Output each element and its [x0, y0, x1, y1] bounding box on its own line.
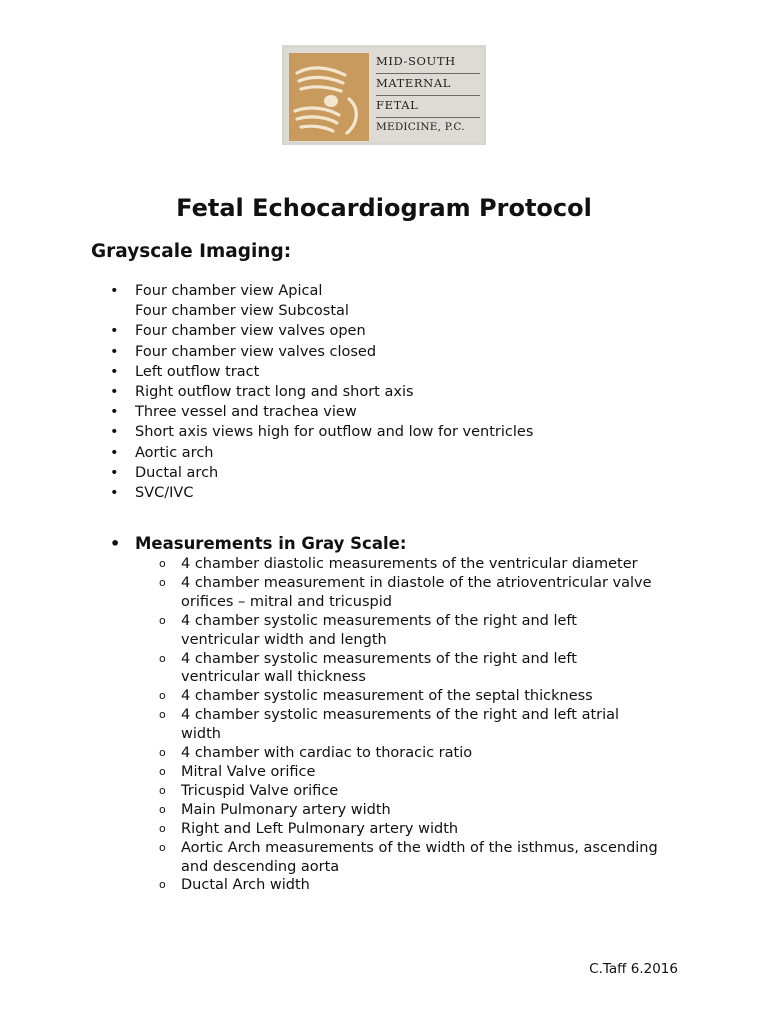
bullet-icon: o: [159, 802, 166, 816]
list-item: [110, 342, 533, 362]
list-item-text: Four chamber view valves open: [135, 323, 366, 340]
list-item-text: Aortic arch: [135, 444, 214, 461]
list-item: [159, 820, 689, 839]
list-item: [110, 463, 533, 483]
list-item-text: 4 chamber with cardiac to thoracic ratio: [181, 745, 473, 762]
bullet-icon: o: [159, 783, 166, 797]
list-item: [159, 612, 689, 650]
list-item: [110, 321, 533, 341]
bullet-icon: •: [110, 323, 119, 340]
list-item-text: Right outflow tract long and short axis: [135, 384, 414, 401]
list-item-text: ventricular width and length: [181, 631, 387, 648]
list-item: [159, 706, 689, 744]
logo-wordmark: [376, 52, 480, 140]
list-item: [159, 650, 689, 688]
bullet-icon: o: [159, 708, 166, 722]
bullet-icon: o: [159, 764, 166, 778]
bullet-icon: o: [159, 878, 166, 892]
list-item: [159, 782, 689, 801]
list-item: [159, 555, 689, 574]
bullet-icon: o: [159, 651, 166, 665]
list-item-text: Main Pulmonary artery width: [181, 801, 391, 818]
list-item: [110, 362, 533, 382]
list-item-text: Short axis views high for outflow and low for ventricles: [135, 424, 534, 441]
list-item-text: Three vessel and trachea view: [135, 404, 357, 421]
list-item-text: Four chamber view Subcostal: [135, 303, 349, 320]
bullet-icon: •: [110, 424, 119, 441]
list-item-text: Tricuspid Valve orifice: [181, 782, 339, 799]
bullet-icon: o: [159, 746, 166, 760]
hands-emblem-icon: [289, 53, 369, 141]
list-item-text: 4 chamber systolic measurement of the septal thickness: [181, 688, 593, 705]
list-item-text: 4 chamber systolic measurements of the right and left: [181, 612, 577, 629]
list-item-text: width: [181, 726, 221, 743]
list-item-text: Ductal Arch width: [181, 877, 310, 894]
bullet-icon: o: [159, 821, 166, 835]
logo-line: MID-SOUTH: [376, 52, 480, 74]
list-item: [110, 281, 533, 321]
list-item-text: SVC/IVC: [135, 485, 194, 502]
bullet-icon: o: [159, 689, 166, 703]
bullet-icon: o: [159, 575, 166, 589]
list-item: [110, 443, 533, 463]
bullet-icon: o: [159, 840, 166, 854]
list-item: [159, 876, 689, 895]
list-item: [159, 839, 689, 877]
list-item: [159, 574, 689, 612]
list-item: [159, 744, 689, 763]
bullet-icon: •: [110, 485, 119, 502]
list-item-text: 4 chamber systolic measurements of the right and left atrial: [181, 707, 620, 724]
bullet-icon: •: [110, 534, 121, 553]
list-item-text: Ductal arch: [135, 464, 219, 481]
list-item: [159, 687, 689, 706]
logo-line: FETAL: [376, 96, 480, 118]
grayscale-imaging-list: [110, 281, 533, 503]
list-item-text: 4 chamber measurement in diastole of the atrioventricular valve: [181, 574, 652, 591]
bullet-icon: •: [110, 283, 119, 299]
list-item: [159, 801, 689, 820]
list-item-text: Four chamber view Apical: [135, 283, 323, 299]
bullet-icon: •: [110, 404, 119, 421]
list-item: [159, 763, 689, 782]
list-item: [110, 402, 533, 422]
list-item-text: orifices – mitral and tricuspid: [181, 593, 392, 610]
practice-logo: [282, 45, 486, 145]
list-item: [110, 382, 533, 402]
bullet-icon: o: [159, 557, 166, 570]
bullet-icon: •: [110, 363, 119, 380]
section-heading: Grayscale Imaging:: [91, 241, 292, 262]
list-item-text: ventricular wall thickness: [181, 669, 366, 686]
list-item-text: and descending aorta: [181, 858, 340, 875]
measurements-list: [159, 555, 689, 895]
logo-line: MEDICINE, P.C.: [376, 121, 465, 133]
list-item-text: Aortic Arch measurements of the width of the isthmus, ascending: [181, 839, 658, 856]
list-item-text: Mitral Valve orifice: [181, 763, 316, 780]
list-item-text: Four chamber view valves closed: [135, 343, 377, 360]
list-item-text: 4 chamber diastolic measurements of the ventricular diameter: [181, 556, 638, 572]
author-date-footer: C.Taff 6.2016: [589, 961, 678, 977]
list-item: [110, 483, 533, 503]
logo-line: MATERNAL: [376, 74, 480, 96]
list-item-text: 4 chamber systolic measurements of the right and left: [181, 650, 577, 667]
measurements-heading-text: Measurements in Gray Scale:: [135, 534, 407, 553]
measurements-heading: [110, 532, 406, 556]
list-item-text: Right and Left Pulmonary artery width: [181, 820, 459, 837]
bullet-icon: •: [110, 384, 119, 401]
list-item-text: Left outflow tract: [135, 363, 260, 380]
bullet-icon: •: [110, 444, 119, 461]
bullet-icon: •: [110, 464, 119, 481]
bullet-icon: •: [110, 343, 119, 360]
bullet-icon: o: [159, 613, 166, 627]
document-title: Fetal Echocardiogram Protocol: [176, 194, 592, 222]
list-item: [110, 422, 533, 442]
